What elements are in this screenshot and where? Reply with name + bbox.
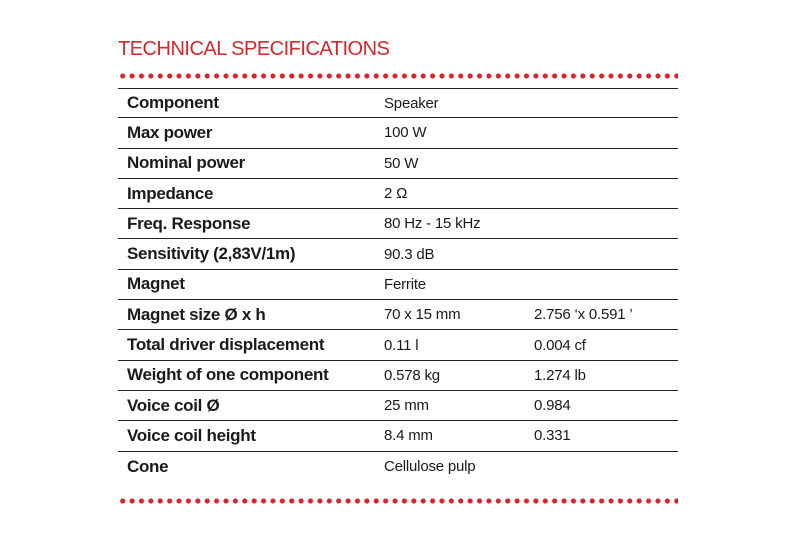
- spec-imperial-value: 0.004 cf: [534, 336, 586, 354]
- spec-row: [118, 239, 678, 269]
- spec-row: [118, 452, 678, 482]
- spec-row: [118, 361, 678, 391]
- spec-metric-value: 80 Hz - 15 kHz: [384, 215, 481, 233]
- spec-row: [118, 391, 678, 421]
- spec-row: [118, 421, 678, 451]
- spec-row: [118, 300, 678, 330]
- spec-metric-value: 8.4 mm: [384, 427, 433, 445]
- spec-row: [118, 149, 678, 179]
- spec-label: Impedance: [127, 183, 214, 203]
- spec-row: [118, 179, 678, 209]
- spec-label: Voice coil Ø: [127, 395, 220, 415]
- spec-metric-value: 25 mm: [384, 397, 429, 415]
- spec-table: [118, 88, 678, 482]
- dotted-divider-bottom: [118, 498, 678, 504]
- spec-metric-value: Speaker: [384, 94, 439, 112]
- spec-metric-value: 70 x 15 mm: [384, 306, 461, 324]
- spec-label: Nominal power: [127, 153, 245, 173]
- spec-label: Weight of one component: [127, 365, 329, 385]
- spec-label: Total driver displacement: [127, 335, 325, 355]
- spec-label: Max power: [127, 122, 213, 142]
- spec-label: Magnet size Ø x h: [127, 304, 266, 324]
- dotted-divider-top: [118, 73, 678, 79]
- spec-row: [118, 209, 678, 239]
- spec-label: Voice coil height: [127, 425, 256, 445]
- spec-imperial-value: 0.984: [534, 397, 571, 415]
- spec-row: [118, 118, 678, 148]
- spec-metric-value: 2 Ω: [384, 185, 408, 203]
- spec-row: [118, 88, 678, 118]
- spec-metric-value: 90.3 dB: [384, 245, 435, 263]
- spec-metric-value: 0.578 kg: [384, 366, 440, 384]
- spec-label: Freq. Response: [127, 213, 251, 233]
- spec-row: [118, 270, 678, 300]
- section-title: TECHNICAL SPECIFICATIONS: [118, 38, 390, 60]
- spec-metric-value: 100 W: [384, 124, 427, 142]
- spec-imperial-value: 1.274 lb: [534, 366, 586, 384]
- spec-metric-value: Cellulose pulp: [384, 458, 476, 476]
- spec-metric-value: 50 W: [384, 154, 419, 172]
- spec-imperial-value: 0.331: [534, 427, 571, 445]
- spec-imperial-value: 2.756 ‘x 0.591 ’: [534, 306, 633, 324]
- spec-label: Cone: [127, 456, 169, 476]
- spec-label: Magnet: [127, 274, 185, 294]
- spec-metric-value: 0.11 l: [384, 336, 419, 354]
- spec-row: [118, 330, 678, 360]
- spec-metric-value: Ferrite: [384, 275, 426, 293]
- spec-label: Component: [127, 93, 219, 113]
- spec-label: Sensitivity (2,83V/1m): [127, 244, 296, 264]
